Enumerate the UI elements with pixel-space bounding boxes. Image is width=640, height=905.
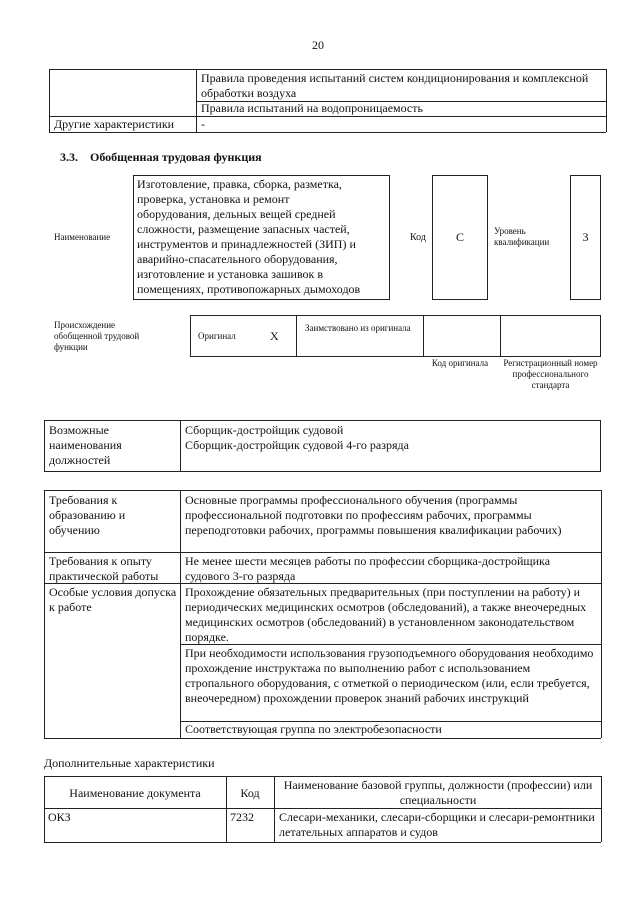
page-number: 20 — [312, 38, 324, 52]
borrowed-label: Заимствовано из оригинала — [305, 323, 411, 333]
other-characteristics-label: Другие характеристики — [54, 117, 175, 131]
gtf-name-line: Изготовление, правка, сборка, разметка, — [137, 177, 342, 191]
experience-text: Не менее шести месяцев работы по профессии сборщика-достройщика судового 3-го разряда — [185, 554, 551, 583]
level-label: Уровень квалификации — [494, 226, 550, 247]
section-number: 3.3. — [60, 150, 78, 164]
special-condition-item: При необходимости использования грузоподъемного оборудования необходимо прохождение инструктажа по выполнению работ с использованием стропального оборудования, с отметкой о периодическом (или, если требуется, внеочередном) прохождении проверок знаний рабочих инструкций — [185, 646, 594, 705]
positions-label: Возможные наименования должностей — [49, 423, 122, 467]
level-value: 3 — [582, 230, 589, 244]
gtf-name-text — [137, 177, 389, 297]
name-label: Наименование — [54, 232, 111, 242]
special-condition-item: Соответствующая группа по электробезопасности — [185, 722, 442, 736]
table-row-doc: ОКЗ — [48, 810, 71, 824]
section-title: Обобщенная трудовая функция — [90, 150, 262, 164]
top-table-row2: Правила испытаний на водопроницаемость — [201, 101, 423, 115]
position-item: Сборщик-достройщик судовой — [185, 423, 344, 437]
gtf-name-line: изготовление и установка зашивок в — [137, 267, 324, 281]
additional-heading: Дополнительные характеристики — [44, 756, 215, 770]
gtf-name-line: проверка, установка и ремонт — [137, 192, 290, 206]
position-item: Сборщик-достройщик судовой 4-го разряда — [185, 438, 409, 452]
table-row-code: 7232 — [230, 810, 254, 824]
special-conditions-label: Особые условия допуска к работе — [49, 585, 177, 614]
gtf-name-line: оборудования, дельных вещей средней — [137, 207, 336, 221]
code-value: С — [455, 230, 464, 244]
top-table-row1: Правила проведения испытаний систем кондиционирования и комплексной обработки воздуха — [201, 71, 589, 100]
special-condition-item: Прохождение обязательных предварительных (при поступлении на работу) и периодических медицинских осмотров (обследований), а также внеочередных медицинских осмотров (обследований) в установленном законодательством порядке. — [185, 585, 587, 644]
education-label: Требования к образованию и обучению — [49, 493, 126, 537]
original-mark: X — [270, 329, 279, 343]
col-code-header: Код — [240, 786, 260, 800]
origin-label: Происхождение обобщенной трудовой функции — [54, 320, 140, 352]
original-label: Оригинал — [198, 331, 236, 341]
gtf-name-line: помещениях, противопожарных дымоходов — [137, 282, 361, 296]
education-text: Основные программы профессионального обучения (программы профессиональной подготовки по профессиям рабочих, программы переподготовки рабочих, программы повышения квалификации рабочих) — [185, 493, 562, 537]
origin-table — [190, 315, 601, 357]
table-row-name: Слесари-механики, слесари-сборщики и слесари-ремонтники летательных аппаратов и судов — [279, 810, 595, 839]
code-label: Код — [410, 232, 426, 243]
gtf-name-line: сложности, размещение запасных частей, — [137, 222, 350, 236]
reg-number-caption: Регистрационный номер профессионального стандарта — [503, 358, 598, 390]
other-characteristics-value: - — [201, 117, 205, 131]
col-doc-header: Наименование документа — [69, 786, 201, 800]
experience-label: Требования к опыту практической работы — [49, 554, 159, 583]
col-name-header: Наименование базовой группы, должности (профессии) или специальности — [283, 778, 593, 807]
code-original-caption: Код оригинала — [431, 358, 489, 368]
gtf-name-line: аварийно-спасательного оборудования, — [137, 252, 338, 266]
gtf-name-line: инструментов и принадлежностей (ЗИП) и — [137, 237, 356, 251]
